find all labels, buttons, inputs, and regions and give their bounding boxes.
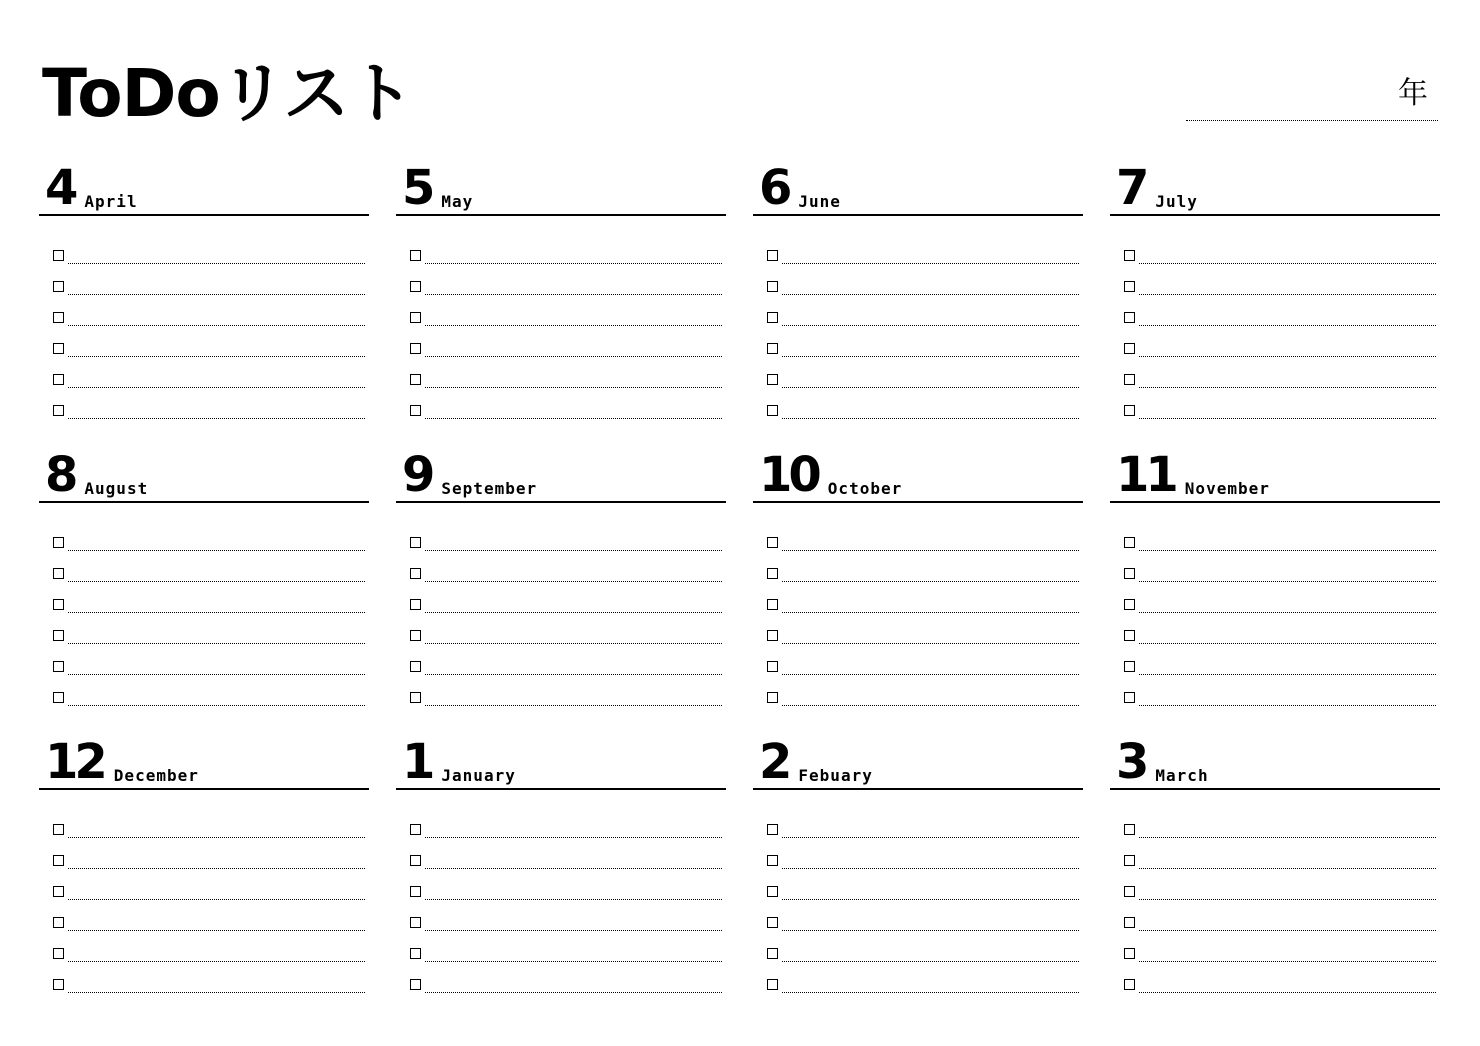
todo-row — [396, 333, 726, 364]
todo-row — [396, 240, 726, 271]
todo-line[interactable] — [782, 604, 1079, 613]
month-block-may — [396, 160, 726, 416]
checkbox[interactable] — [53, 250, 64, 261]
month-header — [396, 734, 726, 790]
checkbox[interactable] — [410, 917, 421, 928]
todo-line[interactable] — [782, 635, 1079, 644]
todo-line[interactable] — [1139, 542, 1436, 551]
todo-row — [1110, 527, 1440, 558]
month-number: 12 — [45, 734, 104, 790]
todo-line[interactable] — [425, 379, 722, 388]
todo-list — [753, 240, 1083, 426]
todo-line[interactable] — [68, 542, 365, 551]
todo-line[interactable] — [1139, 317, 1436, 326]
todo-list — [39, 527, 369, 713]
checkbox[interactable] — [410, 599, 421, 610]
checkbox[interactable] — [53, 405, 64, 416]
todo-row — [1110, 938, 1440, 969]
month-name: January — [441, 766, 516, 785]
todo-line[interactable] — [425, 666, 722, 675]
todo-line[interactable] — [425, 635, 722, 644]
month-name: April — [84, 192, 138, 211]
todo-row — [396, 302, 726, 333]
todo-row — [753, 876, 1083, 907]
todo-line[interactable] — [1139, 891, 1436, 900]
todo-row — [39, 271, 369, 302]
checkbox[interactable] — [1124, 568, 1135, 579]
checkbox[interactable] — [767, 312, 778, 323]
checkbox[interactable] — [1124, 661, 1135, 672]
todo-line[interactable] — [68, 604, 365, 613]
todo-row — [753, 271, 1083, 302]
todo-line[interactable] — [782, 922, 1079, 931]
page-title: ToDoリスト — [42, 55, 414, 132]
todo-row — [396, 969, 726, 1000]
todo-row — [39, 938, 369, 969]
todo-row — [753, 364, 1083, 395]
todo-line[interactable] — [68, 317, 365, 326]
checkbox[interactable] — [1124, 250, 1135, 261]
checkbox[interactable] — [1124, 405, 1135, 416]
checkbox[interactable] — [410, 630, 421, 641]
checkbox[interactable] — [410, 405, 421, 416]
month-header — [753, 734, 1083, 790]
todo-row — [753, 907, 1083, 938]
checkbox[interactable] — [767, 250, 778, 261]
todo-line[interactable] — [782, 829, 1079, 838]
todo-row — [753, 845, 1083, 876]
checkbox[interactable] — [53, 661, 64, 672]
todo-line[interactable] — [782, 984, 1079, 993]
todo-row — [396, 938, 726, 969]
checkbox[interactable] — [53, 537, 64, 548]
checkbox[interactable] — [1124, 948, 1135, 959]
todo-row — [396, 907, 726, 938]
month-name: July — [1155, 192, 1198, 211]
month-name: December — [113, 766, 199, 785]
todo-row — [753, 558, 1083, 589]
todo-line[interactable] — [782, 953, 1079, 962]
todo-row — [753, 333, 1083, 364]
todo-line[interactable] — [68, 984, 365, 993]
checkbox[interactable] — [1124, 281, 1135, 292]
todo-row — [1110, 333, 1440, 364]
todo-row — [39, 364, 369, 395]
checkbox[interactable] — [767, 886, 778, 897]
checkbox[interactable] — [53, 917, 64, 928]
todo-row — [1110, 558, 1440, 589]
todo-line[interactable] — [68, 286, 365, 295]
checkbox[interactable] — [1124, 979, 1135, 990]
month-header — [1110, 447, 1440, 503]
todo-line[interactable] — [782, 379, 1079, 388]
todo-list — [753, 814, 1083, 1000]
todo-line[interactable] — [425, 255, 722, 264]
todo-list — [396, 527, 726, 713]
checkbox[interactable] — [767, 630, 778, 641]
todo-row — [39, 620, 369, 651]
todo-row — [753, 651, 1083, 682]
month-header — [39, 447, 369, 503]
checkbox[interactable] — [767, 281, 778, 292]
todo-line[interactable] — [1139, 922, 1436, 931]
todo-line[interactable] — [782, 255, 1079, 264]
checkbox[interactable] — [1124, 343, 1135, 354]
todo-line[interactable] — [68, 891, 365, 900]
todo-line[interactable] — [1139, 255, 1436, 264]
checkbox[interactable] — [767, 343, 778, 354]
checkbox[interactable] — [767, 374, 778, 385]
todo-row — [1110, 395, 1440, 426]
todo-line[interactable] — [1139, 984, 1436, 993]
todo-row — [396, 364, 726, 395]
checkbox[interactable] — [767, 855, 778, 866]
todo-row — [1110, 845, 1440, 876]
todo-list — [1110, 240, 1440, 426]
todo-row — [396, 395, 726, 426]
todo-line[interactable] — [425, 410, 722, 419]
month-header — [1110, 160, 1440, 216]
checkbox[interactable] — [1124, 692, 1135, 703]
month-name: May — [441, 192, 474, 211]
todo-row — [753, 395, 1083, 426]
todo-row — [39, 589, 369, 620]
checkbox[interactable] — [410, 374, 421, 385]
todo-row — [753, 814, 1083, 845]
month-block-august — [39, 447, 369, 703]
todo-row — [39, 814, 369, 845]
todo-line[interactable] — [68, 348, 365, 357]
checkbox[interactable] — [767, 979, 778, 990]
month-number: 3 — [1116, 734, 1146, 790]
todo-line[interactable] — [425, 573, 722, 582]
todo-line[interactable] — [425, 697, 722, 706]
checkbox[interactable] — [53, 855, 64, 866]
checkbox[interactable] — [410, 343, 421, 354]
month-header — [753, 447, 1083, 503]
todo-row — [39, 845, 369, 876]
todo-row — [1110, 271, 1440, 302]
month-header — [396, 447, 726, 503]
checkbox[interactable] — [410, 855, 421, 866]
checkbox[interactable] — [1124, 599, 1135, 610]
todo-row — [753, 302, 1083, 333]
todo-list — [39, 240, 369, 426]
month-block-february — [753, 734, 1083, 990]
todo-line[interactable] — [1139, 666, 1436, 675]
month-number: 11 — [1116, 447, 1175, 503]
checkbox[interactable] — [767, 537, 778, 548]
todo-line[interactable] — [1139, 348, 1436, 357]
todo-row — [1110, 364, 1440, 395]
checkbox[interactable] — [53, 281, 64, 292]
todo-line[interactable] — [1139, 286, 1436, 295]
todo-row — [396, 620, 726, 651]
checkbox[interactable] — [1124, 855, 1135, 866]
todo-line[interactable] — [425, 542, 722, 551]
todo-line[interactable] — [1139, 860, 1436, 869]
todo-row — [39, 302, 369, 333]
todo-line[interactable] — [1139, 953, 1436, 962]
checkbox[interactable] — [767, 692, 778, 703]
month-header — [39, 160, 369, 216]
checkbox[interactable] — [410, 661, 421, 672]
todo-line[interactable] — [425, 953, 722, 962]
todo-row — [753, 589, 1083, 620]
todo-row — [1110, 876, 1440, 907]
todo-row — [396, 527, 726, 558]
year-label: 年 — [1398, 76, 1428, 111]
todo-line[interactable] — [1139, 573, 1436, 582]
todo-line[interactable] — [68, 410, 365, 419]
month-number: 4 — [45, 160, 75, 216]
checkbox[interactable] — [410, 312, 421, 323]
todo-line[interactable] — [68, 922, 365, 931]
checkbox[interactable] — [53, 343, 64, 354]
month-block-april — [39, 160, 369, 416]
checkbox[interactable] — [410, 568, 421, 579]
checkbox[interactable] — [767, 568, 778, 579]
todo-line[interactable] — [425, 317, 722, 326]
checkbox[interactable] — [1124, 917, 1135, 928]
month-block-july — [1110, 160, 1440, 416]
todo-row — [1110, 969, 1440, 1000]
todo-row — [39, 558, 369, 589]
todo-row — [396, 271, 726, 302]
month-block-november — [1110, 447, 1440, 703]
checkbox[interactable] — [53, 979, 64, 990]
checkbox[interactable] — [53, 312, 64, 323]
todo-line[interactable] — [425, 604, 722, 613]
month-header — [1110, 734, 1440, 790]
todo-list — [396, 814, 726, 1000]
todo-row — [396, 558, 726, 589]
todo-row — [753, 527, 1083, 558]
todo-row — [753, 682, 1083, 713]
checkbox[interactable] — [1124, 537, 1135, 548]
checkbox[interactable] — [410, 692, 421, 703]
todo-row — [39, 395, 369, 426]
checkbox[interactable] — [1124, 630, 1135, 641]
month-number: 2 — [759, 734, 789, 790]
checkbox[interactable] — [53, 886, 64, 897]
todo-row — [396, 876, 726, 907]
todo-line[interactable] — [782, 317, 1079, 326]
todo-line[interactable] — [782, 891, 1079, 900]
todo-row — [1110, 814, 1440, 845]
todo-line[interactable] — [425, 891, 722, 900]
month-name: November — [1184, 479, 1270, 498]
todo-row — [753, 620, 1083, 651]
checkbox[interactable] — [767, 661, 778, 672]
month-header — [753, 160, 1083, 216]
todo-row — [396, 589, 726, 620]
month-name: September — [441, 479, 538, 498]
todo-line[interactable] — [782, 666, 1079, 675]
month-block-december — [39, 734, 369, 990]
checkbox[interactable] — [410, 824, 421, 835]
month-number: 6 — [759, 160, 789, 216]
todo-row — [753, 938, 1083, 969]
checkbox[interactable] — [1124, 312, 1135, 323]
todo-row — [39, 682, 369, 713]
checkbox[interactable] — [410, 281, 421, 292]
todo-row — [39, 907, 369, 938]
month-block-june — [753, 160, 1083, 416]
checkbox[interactable] — [1124, 374, 1135, 385]
month-block-october — [753, 447, 1083, 703]
todo-list — [1110, 814, 1440, 1000]
todo-row — [39, 969, 369, 1000]
todo-row — [396, 651, 726, 682]
todo-list — [753, 527, 1083, 713]
todo-line[interactable] — [68, 829, 365, 838]
checkbox[interactable] — [53, 948, 64, 959]
todo-line[interactable] — [425, 286, 722, 295]
checkbox[interactable] — [53, 692, 64, 703]
checkbox[interactable] — [410, 979, 421, 990]
todo-row — [1110, 302, 1440, 333]
todo-line[interactable] — [782, 860, 1079, 869]
todo-line[interactable] — [68, 635, 365, 644]
todo-row — [396, 845, 726, 876]
todo-row — [1110, 682, 1440, 713]
todo-row — [396, 682, 726, 713]
todo-line[interactable] — [425, 348, 722, 357]
todo-row — [39, 333, 369, 364]
month-block-march — [1110, 734, 1440, 990]
month-number: 7 — [1116, 160, 1146, 216]
todo-row — [1110, 907, 1440, 938]
month-number: 9 — [402, 447, 432, 503]
todo-row — [1110, 620, 1440, 651]
month-name: March — [1155, 766, 1209, 785]
todo-line[interactable] — [1139, 829, 1436, 838]
month-grid — [39, 160, 1439, 990]
month-block-september — [396, 447, 726, 703]
checkbox[interactable] — [767, 824, 778, 835]
todo-line[interactable] — [1139, 635, 1436, 644]
todo-row — [396, 814, 726, 845]
todo-line[interactable] — [68, 573, 365, 582]
todo-line[interactable] — [1139, 697, 1436, 706]
todo-row — [1110, 589, 1440, 620]
todo-row — [39, 651, 369, 682]
year-field[interactable] — [1186, 72, 1438, 121]
todo-row — [753, 969, 1083, 1000]
todo-row — [39, 527, 369, 558]
todo-line[interactable] — [425, 829, 722, 838]
todo-row — [753, 240, 1083, 271]
todo-line[interactable] — [68, 255, 365, 264]
todo-line[interactable] — [782, 348, 1079, 357]
month-name: June — [798, 192, 841, 211]
todo-row — [39, 240, 369, 271]
checkbox[interactable] — [53, 630, 64, 641]
todo-line[interactable] — [782, 410, 1079, 419]
todo-line[interactable] — [425, 922, 722, 931]
todo-line[interactable] — [68, 379, 365, 388]
month-number: 10 — [759, 447, 818, 503]
checkbox[interactable] — [410, 948, 421, 959]
todo-line[interactable] — [1139, 410, 1436, 419]
month-name: October — [827, 479, 903, 498]
checkbox[interactable] — [410, 886, 421, 897]
todo-line[interactable] — [782, 573, 1079, 582]
todo-line[interactable] — [425, 860, 722, 869]
month-header — [39, 734, 369, 790]
todo-line[interactable] — [68, 860, 365, 869]
checkbox[interactable] — [53, 824, 64, 835]
month-number: 1 — [402, 734, 432, 790]
todo-row — [39, 876, 369, 907]
checkbox[interactable] — [410, 537, 421, 548]
todo-row — [1110, 651, 1440, 682]
checkbox[interactable] — [410, 250, 421, 261]
checkbox[interactable] — [767, 599, 778, 610]
month-header — [396, 160, 726, 216]
todo-list — [39, 814, 369, 1000]
checkbox[interactable] — [53, 568, 64, 579]
todo-line[interactable] — [782, 697, 1079, 706]
checkbox[interactable] — [53, 599, 64, 610]
todo-line[interactable] — [68, 666, 365, 675]
checkbox[interactable] — [767, 405, 778, 416]
todo-line[interactable] — [68, 697, 365, 706]
todo-line[interactable] — [782, 286, 1079, 295]
todo-line[interactable] — [425, 984, 722, 993]
todo-line[interactable] — [68, 953, 365, 962]
todo-row — [1110, 240, 1440, 271]
month-number: 8 — [45, 447, 75, 503]
checkbox[interactable] — [1124, 824, 1135, 835]
checkbox[interactable] — [767, 948, 778, 959]
month-name: Febuary — [798, 766, 873, 785]
todo-line[interactable] — [782, 542, 1079, 551]
todo-list — [396, 240, 726, 426]
checkbox[interactable] — [767, 917, 778, 928]
month-name: August — [84, 479, 149, 498]
checkbox[interactable] — [53, 374, 64, 385]
todo-list — [1110, 527, 1440, 713]
todo-line[interactable] — [1139, 379, 1436, 388]
month-block-january — [396, 734, 726, 990]
todo-line[interactable] — [1139, 604, 1436, 613]
month-number: 5 — [402, 160, 432, 216]
checkbox[interactable] — [1124, 886, 1135, 897]
